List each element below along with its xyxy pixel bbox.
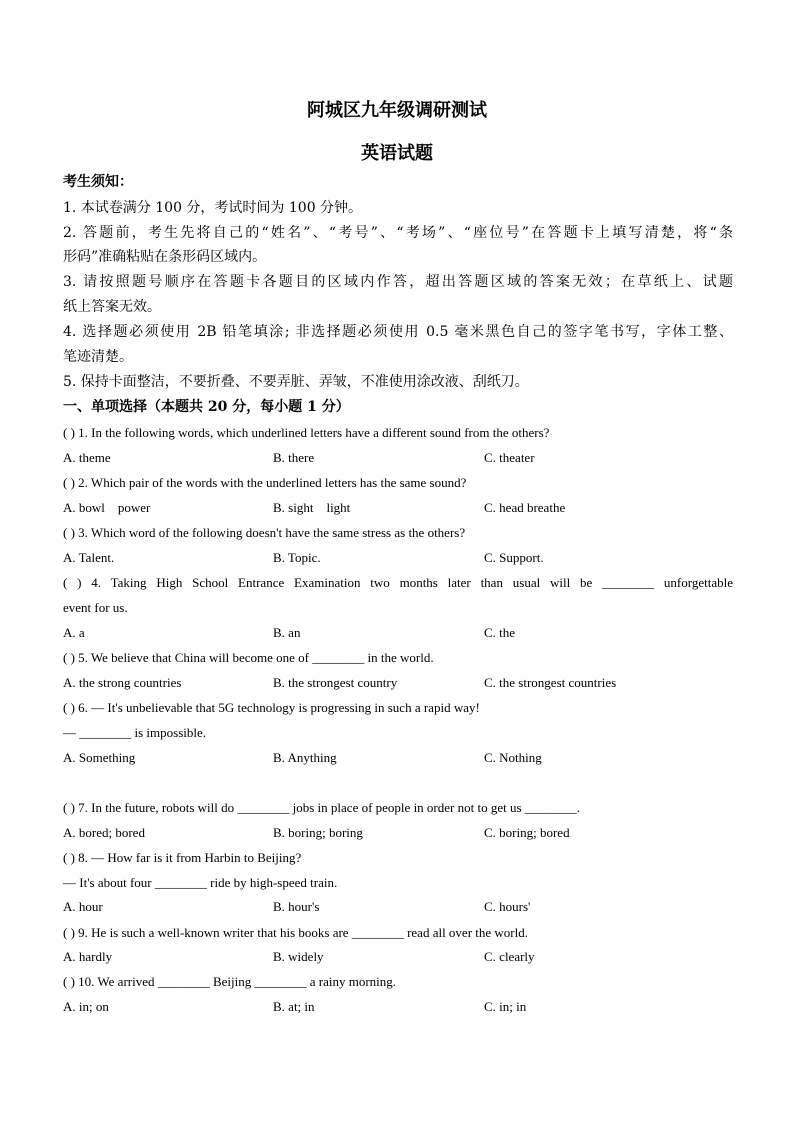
question-stem: ( ) 1. In the following words, which underlined letters have a different sound from the others? [63,425,550,440]
notice-line: 笔迹清楚。 [63,349,133,365]
question-stem: ( ) 3. Which word of the following doesn't have the same stress as the others? [63,525,466,540]
page-subtitle: 英语试题 [361,143,433,164]
question-stem: ( ) 9. He is such a well-known writer that his books are ________ read all over the world. [63,925,528,940]
option-a: A. hardly [63,949,113,964]
notice-line: 4. 选择题必须使用 2B 铅笔填涂; 非选择题必须使用 0.5 毫米黑色自己的签字笔书写，字体工整、 [63,324,733,340]
question-stem: ( ) 2. Which pair of the words with the underlined letters has the same sound? [63,475,467,490]
option-a: A. Talent. [63,550,115,565]
option-c: C. the [484,625,516,640]
option-b: B. boring; boring [273,825,363,840]
option-c: C. clearly [484,949,535,964]
question-stem-continued: event for us. [63,600,128,615]
option-b: B. Topic. [273,550,321,565]
option-b: B. the strongest country [273,675,398,690]
question-stem-continued: — It's about four ________ ride by high-speed train. [63,875,338,890]
question-stem: ( ) 6. — It's unbelievable that 5G technology is progressing in such a rapid way! [63,700,480,715]
notice-line: 2. 答题前，考生先将自己的“姓名”、“考号”、“考场”、“座位号”在答题卡上填写清楚，将“条 [63,225,733,241]
option-c: C. hours' [484,899,531,914]
notice-heading: 考生须知： [63,174,133,190]
option-a: A. bored; bored [63,825,145,840]
option-c: C. theater [484,450,535,465]
option-c: C. Support. [484,550,544,565]
page-title: 阿城区九年级调研测试 [307,100,487,121]
option-b: B. there [273,450,315,465]
option-a: A. bowl power [63,500,151,515]
notice-line: 5. 保持卡面整洁，不要折叠、不要弄脏、弄皱，不准使用涂改液、刮纸刀。 [63,374,529,390]
option-b: B. an [273,625,301,640]
option-b: B. sight light [273,500,351,515]
option-c: C. boring; bored [484,825,570,840]
question-stem: ( ) 5. We believe that China will become one of ________ in the world. [63,650,434,665]
option-c: C. head breathe [484,500,566,515]
question-stem: ( ) 4. Taking High School Entrance Examination two months later than usual will be ________ unforgettable [63,575,733,590]
question-stem-continued: — ________ is impossible. [63,725,207,740]
notice-line: 3. 请按照题号顺序在答题卡各题目的区域内作答，超出答题区域的答案无效；在草纸上、试题 [63,274,733,290]
option-c: C. Nothing [484,750,542,765]
option-b: B. widely [273,949,324,964]
question-stem: ( ) 7. In the future, robots will do ________ jobs in place of people in order not to get us ________. [63,800,581,815]
option-a: A. in; on [63,999,109,1014]
notice-line: 纸上答案无效。 [63,299,161,315]
option-b: B. Anything [273,750,337,765]
option-c: C. the strongest countries [484,675,617,690]
option-a: A. Something [63,750,136,765]
option-c: C. in; in [484,999,527,1014]
option-b: B. at; in [273,999,315,1014]
notice-line: 形码”准确粘贴在条形码区域内。 [63,249,267,265]
option-a: A. the strong countries [63,675,182,690]
option-a: A. theme [63,450,111,465]
option-b: B. hour's [273,899,320,914]
section-heading: 一、单项选择（本题共 20 分，每小题 1 分） [63,399,350,415]
question-stem: ( ) 10. We arrived ________ Beijing ________ a rainy morning. [63,974,397,989]
option-a: A. a [63,625,85,640]
question-stem: ( ) 8. — How far is it from Harbin to Beijing? [63,850,302,865]
option-a: A. hour [63,899,103,914]
notice-line: 1. 本试卷满分 100 分，考试时间为 100 分钟。 [63,200,363,216]
